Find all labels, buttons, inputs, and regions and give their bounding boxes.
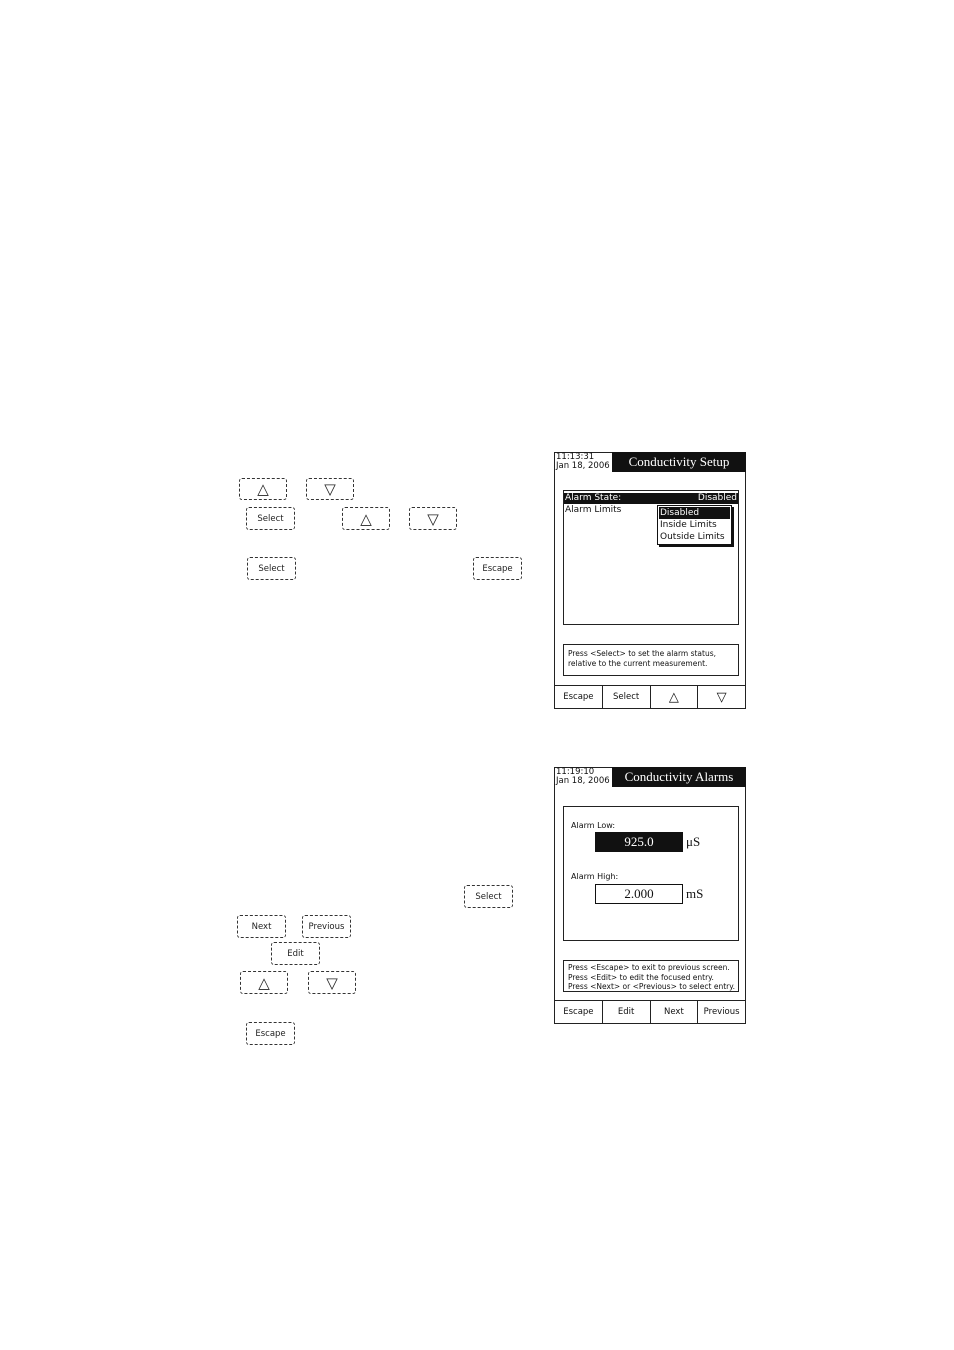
clock-readout: 11:13:31 Jan 18, 2006 <box>556 452 610 471</box>
help-text: Press <Select> to set the alarm status, relative to the current measurement. <box>563 644 739 676</box>
conductivity-alarms-screen <box>554 767 746 1024</box>
dropdown-option-inside-limits[interactable]: Inside Limits <box>660 520 717 530</box>
alarm-low-unit: μS <box>686 834 701 849</box>
escape-key[interactable]: Escape <box>473 557 522 580</box>
conductivity-setup-screen <box>554 452 746 709</box>
select-key[interactable]: Select <box>464 885 513 908</box>
select-key[interactable]: Select <box>246 507 295 530</box>
dropdown-option-outside-limits[interactable]: Outside Limits <box>660 532 725 542</box>
down-arrow-key[interactable]: ▽ <box>306 478 354 500</box>
alarm-low-field[interactable]: 925.0 <box>595 832 683 852</box>
alarm-high-field[interactable]: 2.000 <box>595 884 683 904</box>
down-arrow-key[interactable]: ▽ <box>409 507 457 530</box>
softkey-edit[interactable]: Edit <box>603 1001 651 1023</box>
edit-key[interactable]: Edit <box>271 942 320 965</box>
alarm-state-dropdown[interactable] <box>657 505 732 545</box>
softkey-down[interactable]: ▽ <box>716 689 727 705</box>
help-text: Press <Escape> to exit to previous screen. Press <Edit> to edit the focused entry. Press <Next> or <Previous> to select entry. <box>563 960 739 992</box>
clock-readout: 11:19:10 Jan 18, 2006 <box>556 767 610 786</box>
up-arrow-key[interactable]: △ <box>240 971 288 994</box>
softkey-next[interactable]: Next <box>651 1001 699 1023</box>
up-arrow-key[interactable]: △ <box>342 507 390 530</box>
alarm-high-unit: mS <box>686 886 704 901</box>
next-key[interactable]: Next <box>237 915 286 938</box>
previous-key[interactable]: Previous <box>302 915 351 938</box>
softkey-select[interactable]: Select <box>603 686 651 708</box>
softkey-previous[interactable]: Previous <box>703 1007 740 1017</box>
alarm-limits-panel <box>563 806 739 941</box>
screen-title: Conductivity Setup <box>612 452 746 472</box>
softkey-escape[interactable]: Escape <box>555 686 603 708</box>
softkey-bar <box>555 1000 745 1023</box>
down-arrow-key[interactable]: ▽ <box>308 971 356 994</box>
list-item-alarm-limits[interactable]: Alarm Limits <box>565 505 622 515</box>
softkey-bar <box>555 685 745 708</box>
alarm-high-label: Alarm High: <box>571 872 619 881</box>
screen-title: Conductivity Alarms <box>612 767 746 787</box>
alarm-low-label: Alarm Low: <box>571 821 616 830</box>
softkey-escape[interactable]: Escape <box>555 1001 603 1023</box>
settings-list <box>563 490 739 625</box>
select-key[interactable]: Select <box>247 557 296 580</box>
up-arrow-key[interactable]: △ <box>239 478 287 500</box>
softkey-up[interactable]: △ <box>651 686 699 708</box>
list-item-alarm-state[interactable]: Alarm State: Disabled <box>565 493 737 503</box>
dropdown-option-disabled[interactable]: Disabled <box>659 507 730 519</box>
escape-key[interactable]: Escape <box>246 1022 295 1045</box>
